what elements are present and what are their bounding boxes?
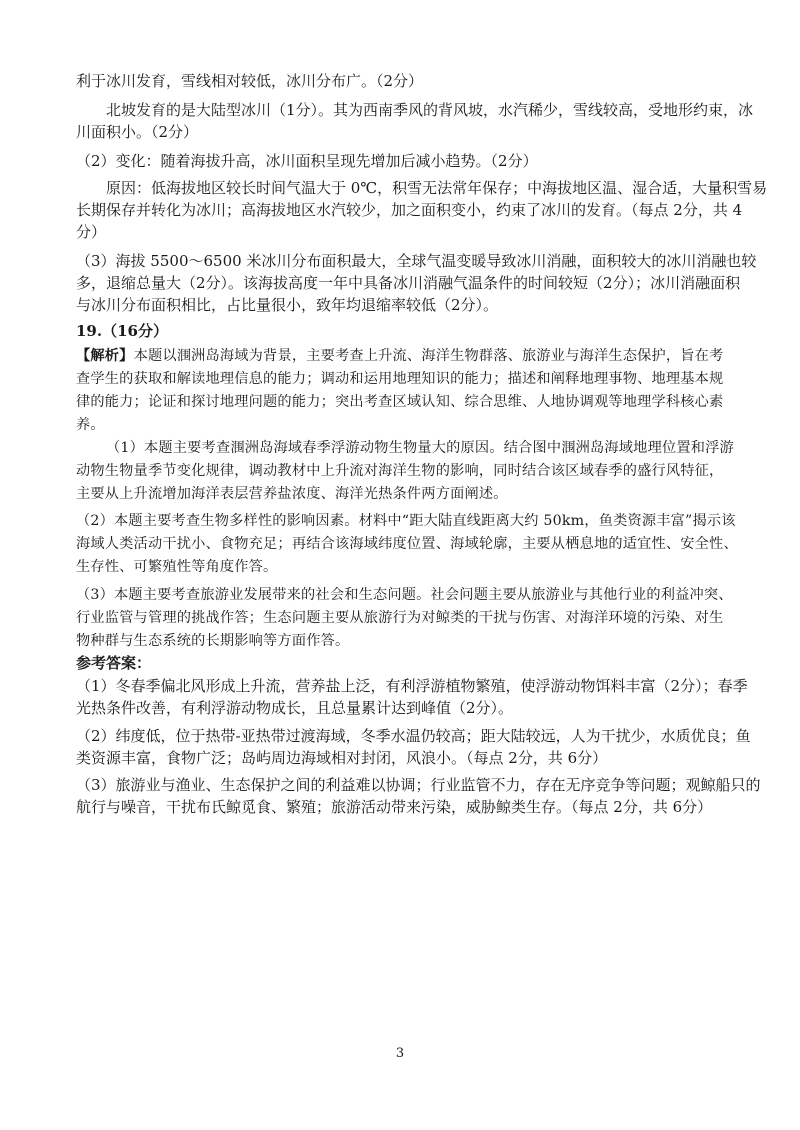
text-line: 北坡发育的是大陆型冰川（1分）。其为西南季风的背风坡，水汽稀少，雪线较高，受地形约束，冰 bbox=[106, 101, 754, 119]
text-line: （1）本题主要考查涠洲岛海域春季浮游动物生物量大的原因。结合图中涠洲岛海域地理位置和浮游 bbox=[106, 440, 734, 456]
text-line: 行业监管与管理的挑战作答；生态问题主要从旅游行为对鲸类的干扰与伤害、对海洋环境的污染、对生 bbox=[76, 610, 724, 626]
text-line: 养。 bbox=[76, 417, 105, 433]
text-line: 多，退缩总量大（2分）。该海拔高度一年中具备冰川消融气温条件的时间较短（2分）；冰川消融面积 bbox=[76, 274, 741, 292]
text-line: 类资源丰富，食物广泛；岛屿周边海域相对封闭，风浪小。（每点 2分，共 6分） bbox=[76, 749, 608, 767]
text-line: 动物生物量季节变化规律，调动教材中上升流对海洋生物的影响，同时结合该区域春季的盛行风特征， bbox=[76, 463, 724, 479]
text-line: 航行与噪音，干扰布氏鲸觅食、繁殖；旅游活动带来污染，威胁鲸类生存。（每点 2分，共 6分） bbox=[76, 798, 713, 816]
text-line: （3）海拔 5500～6500 米冰川分布面积最大，全球气温变暖导致冰川消融，面积较大的冰川消融也较 bbox=[76, 252, 757, 270]
text-line: 分） bbox=[76, 223, 107, 241]
answer-heading: 参考答案： bbox=[76, 654, 152, 672]
text-line: 海域人类活动干扰小、食物充足；再结合该海域纬度位置、海域轮廓，主要从栖息地的适宜性、安全性、 bbox=[76, 536, 738, 552]
text-line: 本题以涠洲岛海域为背景，主要考查上升流、海洋生物群落、旅游业与海洋生态保护，旨在考 bbox=[133, 348, 724, 364]
text-line: 主要从上升流增加海洋表层营养盐浓度、海洋光热条件两方面阐述。 bbox=[76, 486, 508, 502]
analysis-first-line bbox=[76, 345, 723, 367]
text-line: 物种群与生态系统的长期影响等方面作答。 bbox=[76, 633, 350, 649]
text-line: （2）纬度低，位于热带-亚热带过渡海域，冬季水温仍较高；距大陆较远，人为干扰少，水质优良；鱼 bbox=[76, 727, 751, 745]
text-line: 生存性、可繁殖性等角度作答。 bbox=[76, 559, 278, 575]
question-heading: 19.（16分） bbox=[76, 322, 168, 340]
text-line: 原因：低海拔地区较长时间气温大于 0℃，积雪无法常年保存；中海拔地区温、湿合适，大量积雪易 bbox=[106, 179, 768, 197]
page-number: 3 bbox=[395, 1046, 405, 1061]
text-line: （2）本题主要考查生物多样性的影响因素。材料中“距大陆直线距离大约 50km，鱼类资源丰富”揭示该 bbox=[76, 513, 736, 529]
text-line: 利于冰川发育，雪线相对较低，冰川分布广。（2分） bbox=[76, 72, 424, 90]
text-line: （2）变化：随着海拔升高，冰川面积呈现先增加后减小趋势。（2分） bbox=[76, 152, 538, 170]
text-line: 光热条件改善，有利浮游动物成长，且总量累计达到峰值（2分）。 bbox=[76, 699, 514, 717]
text-line: 川面积小。（2分） bbox=[76, 123, 199, 141]
text-line: 与冰川分布面积相比，占比量很小，致年均退缩率较低（2分）。 bbox=[76, 296, 499, 314]
text-line: 律的能力；论证和探讨地理问题的能力；突出考查区域认知、综合思维、人地协调观等地理学科核心素 bbox=[76, 394, 724, 410]
analysis-label: 【解析】 bbox=[76, 348, 134, 364]
text-line: 查学生的获取和解读地理信息的能力；调动和运用地理知识的能力；描述和阐释地理事物、地理基本规 bbox=[76, 371, 724, 387]
text-line: （1）冬春季偏北风形成上升流，营养盐上泛，有利浮游植物繁殖，使浮游动物饵料丰富（2分）；春季 bbox=[76, 677, 748, 695]
text-line: 长期保存并转化为冰川；高海拔地区水汽较少，加之面积变小，约束了冰川的发育。（每点 2分，共 4 bbox=[76, 201, 743, 219]
text-line: （3）旅游业与渔业、生态保护之间的利益难以协调；行业监管不力，存在无序竞争等问题；观鲸船只的 bbox=[76, 776, 761, 794]
text-line: （3）本题主要考查旅游业发展带来的社会和生态问题。社会问题主要从旅游业与其他行业的利益冲突、 bbox=[76, 587, 733, 603]
